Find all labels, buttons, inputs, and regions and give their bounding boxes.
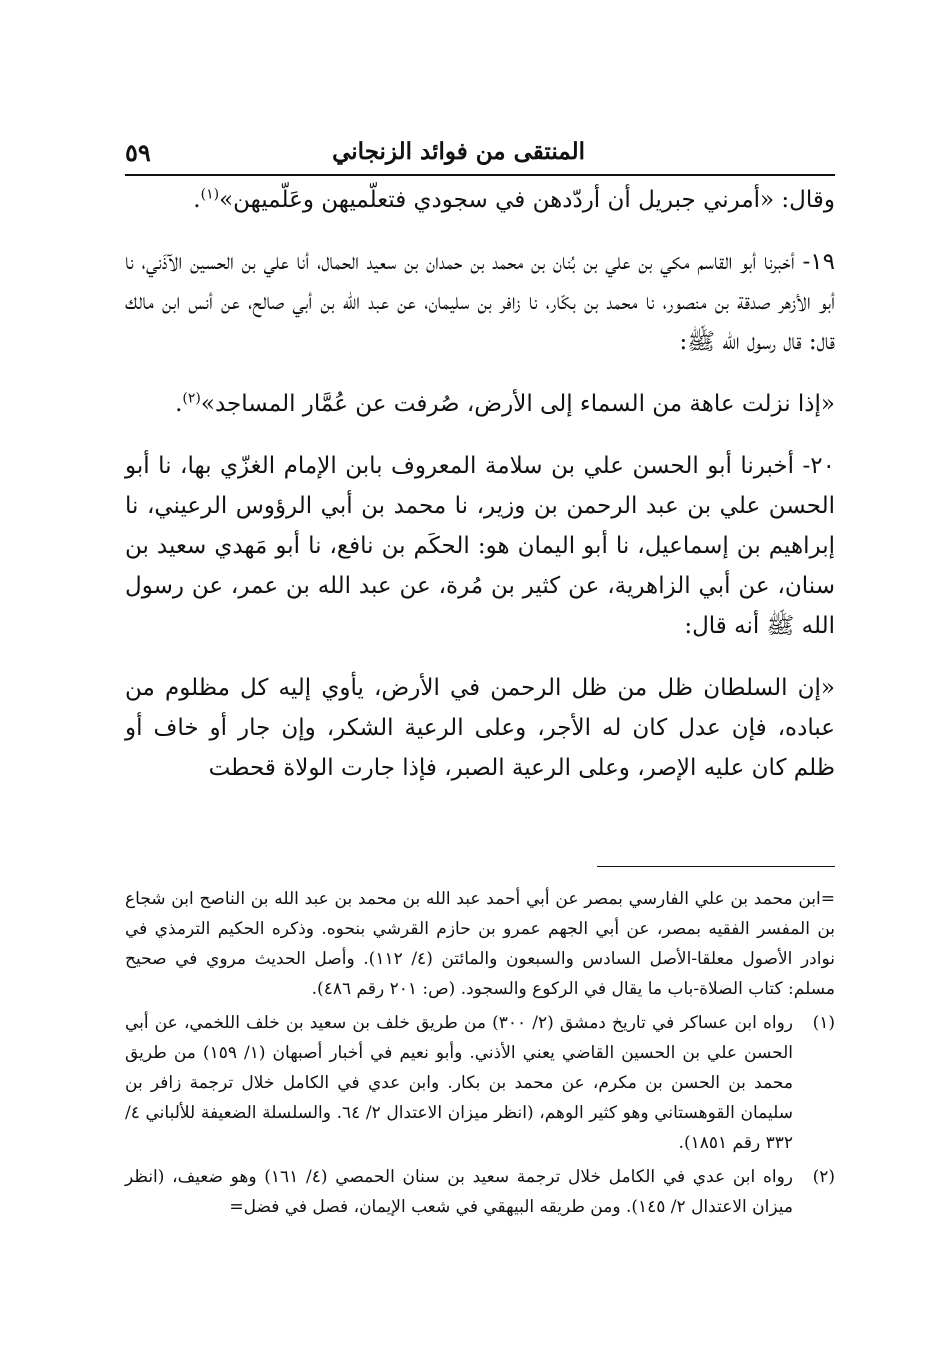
footnote-ref-1[interactable]: (١) xyxy=(200,186,220,203)
book-title: المنتقى من فوائد الزنجاني xyxy=(332,138,585,165)
footnote-1 xyxy=(125,1008,835,1158)
hadith-20-isnad: ٢٠- أخبرنا أبو الحسن علي بن سلامة المعروف بابن الإمام الغزّي بها، نا أبو الحسن علي بن عبد الرحمن بن وزير، نا محمد بن أبي الرؤوس الرعيني، نا إبراهيم بن إسماعيل، نا أبو اليمان هو: الحكَم بن نافع، نا أبو مَهدي سعيد بن سنان، عن أبي الزاهرية، عن كثير بن مُرة، عن عبد الله بن عمر، عن رسول الله ﷺ أنه قال: xyxy=(125,453,835,639)
hadith-19-matn xyxy=(125,384,835,424)
footnote-continued: =ابن محمد بن علي الفارسي بمصر عن أبي أحمد عبد الله بن محمد بن عبد الله بن الناصح ابن شجاع بن المفسر الفقيه بمصر، عن أبي الجهم عمرو بن حازم القرشي بنحوه. وذكره الحكيم الترمذي في نوادر الأصول معلقا-الأصل السادس والسبعون والمائتن (٤/ ١١٢). وأصل الحديث مروي في صحيح مسلم: كتاب الصلاة-باب ما يقال في الركوع والسجود. (ص: ٢٠١ رقم ٤٨٦). xyxy=(125,889,835,999)
footnote-text: رواه ابن عساكر في تاريخ دمشق (٢/ ٣٠٠) من طريق خلف بن سعيد بن خلف اللخمي، عن أبي الحسن علي بن الحسين القاضي يعني الأذني. وأبو نعيم في أخبار أصبهان (١/ ١٥٩) من طريق محمد بن الحسن بن مكرم، عن محمد بن بكار. وابن عدي في الكامل خلال ترجمة زافر بن سليمان القوهستاني وهو كثير الوهم، (انظر ميزان الاعتدال ٢/ ٦٤. والسلسلة الضعيفة للألباني ٤/ ٣٣٢ رقم ١٨٥١). xyxy=(125,1013,794,1153)
footnotes xyxy=(125,884,835,1222)
period: . xyxy=(193,187,201,213)
quote-text: وقال: «أمرني جبريل أن أردّدهن في سجودي فتعلّميهن وعَلّميهن» xyxy=(219,187,835,213)
hadith-19-isnad: ١٩- أخبرنا أبو القاسم مكي بن علي بن بُنان بن محمد بن حمدان بن سعيد الحمال، أنا علي بن الحسين الآذَني، نا أبو الأزهر صدقة بن منصور، نا محمد بن بكّار، نا زافر بن سليمان، عن عبد الله بن أبي صالح، عن أنس ابن مالك قال: قال رسول الله ﷺ: xyxy=(125,249,835,355)
footnote-text: رواه ابن عدي في الكامل خلال ترجمة سعيد بن سنان الحمصي (٤/ ١٦١) وهو ضعيف، (انظر ميزان الاعتدال ٢/ ١٤٥). ومن طريقه البيهقي في شعب الإيمان، فصل في فضل= xyxy=(125,1167,793,1217)
footnote-separator xyxy=(597,866,835,867)
footnote-ref-2[interactable]: (٢) xyxy=(182,390,201,407)
quote-text: «إذا نزلت عاهة من السماء إلى الأرض، صُرفت عن عُمَّار المساجد» xyxy=(200,391,835,417)
main-text xyxy=(125,180,835,788)
page-number: ٥٩ xyxy=(125,138,151,167)
running-header xyxy=(125,128,835,172)
period: . xyxy=(175,391,183,417)
footnote-number: (٢) xyxy=(812,1167,835,1187)
footnote-2 xyxy=(125,1162,835,1222)
footnote-number: (١) xyxy=(812,1013,835,1033)
paragraph-continuation xyxy=(125,180,835,220)
header-rule xyxy=(125,174,835,176)
hadith-20-matn: «إن السلطان ظل من ظل الرحمن في الأرض، يأوي إليه كل مظلوم من عباده، فإن عدل كان له الأجر، وعلى الرعية الشكر، وإن جار أو خاف أو ظلم كان عليه الإصر، وعلى الرعية الصبر، فإذا جارت الولاة قحطت xyxy=(125,675,835,781)
